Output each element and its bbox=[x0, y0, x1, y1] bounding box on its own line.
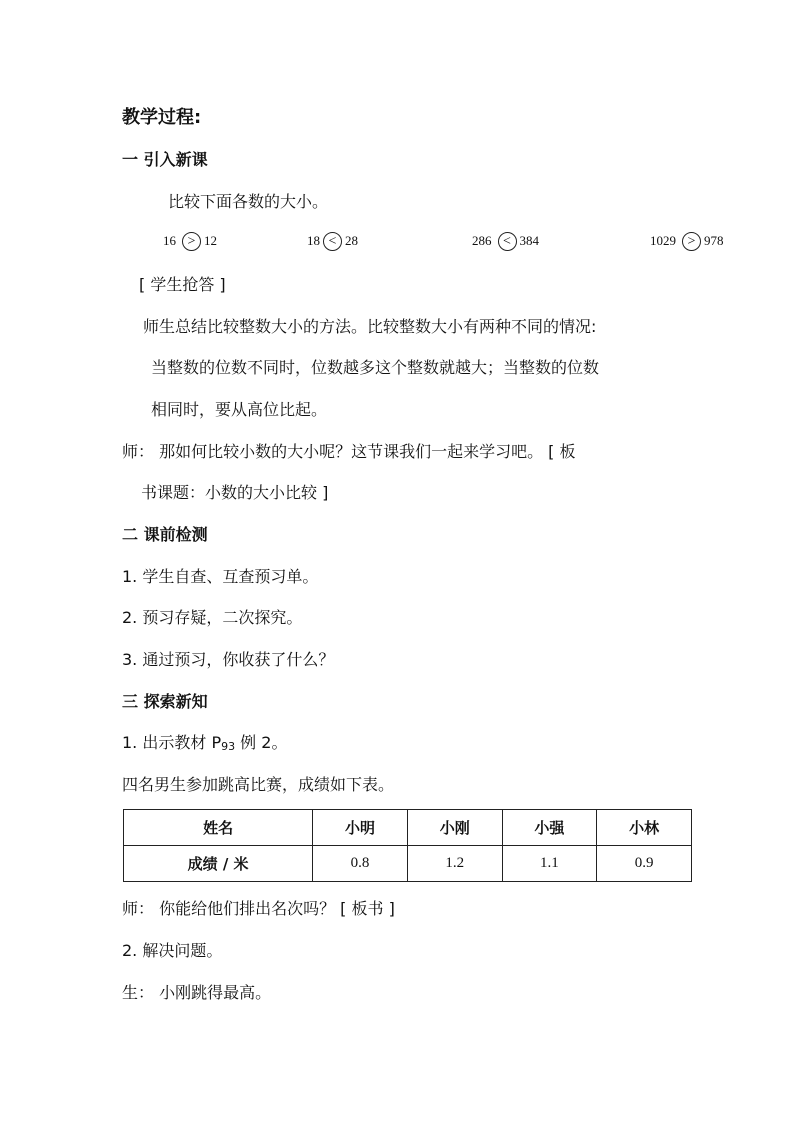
explore-description: 四名男生参加跳高比赛，成绩如下表。 bbox=[122, 775, 395, 794]
table-cell: 0.9 bbox=[597, 846, 692, 882]
summary-line-1: 师生总结比较整数大小的方法。比较整数大小有两种不同的情况: bbox=[143, 317, 597, 336]
comparison-3 bbox=[472, 230, 539, 252]
comparison-left: 16 bbox=[163, 233, 176, 248]
explore-item-1 bbox=[122, 731, 287, 759]
explore-item-2: 2. 解决问题。 bbox=[122, 941, 223, 960]
comparison-left: 286 bbox=[472, 233, 492, 248]
table-header-cell: 小林 bbox=[597, 810, 692, 846]
section-heading-check: 二 课前检测 bbox=[122, 525, 208, 544]
comparison-1 bbox=[163, 230, 217, 252]
table-cell: 1.1 bbox=[502, 846, 597, 882]
list-item: 1. 学生自查、互查预习单。 bbox=[122, 567, 319, 586]
teacher-line-1: 师： 那如何比较小数的大小呢？这节课我们一起来学习吧。 [ 板 bbox=[122, 442, 576, 461]
comparison-sign: < bbox=[498, 232, 517, 251]
section-heading-intro: 一 引入新课 bbox=[122, 150, 208, 169]
table-row bbox=[124, 846, 692, 882]
page-subscript: 93 bbox=[221, 740, 236, 753]
score-table bbox=[123, 809, 692, 882]
comparison-right: 12 bbox=[204, 233, 217, 248]
comparison-2 bbox=[307, 230, 358, 252]
list-item: 2. 预习存疑，二次探究。 bbox=[122, 608, 303, 627]
comparison-right: 384 bbox=[519, 233, 539, 248]
summary-line-2: 当整数的位数不同时，位数越多这个整数就越大；当整数的位数 bbox=[151, 358, 600, 377]
list-item: 3. 通过预习，你收获了什么？ bbox=[122, 650, 335, 669]
comparison-sign: < bbox=[323, 232, 342, 251]
teacher-line-2: 书课题：小数的大小比较 ] bbox=[141, 483, 329, 502]
table-row bbox=[124, 810, 692, 846]
explore-item-1-prefix: 1. 出示教材 P bbox=[122, 733, 222, 752]
table-header-cell: 姓名 bbox=[124, 810, 313, 846]
table-header-cell: 小明 bbox=[313, 810, 408, 846]
table-cell: 0.8 bbox=[313, 846, 408, 882]
comparison-left: 1029 bbox=[650, 233, 676, 248]
summary-line-3: 相同时，要从高位比起。 bbox=[151, 400, 328, 419]
teacher-question: 师： 你能给他们排出名次吗？ [ 板书 ] bbox=[122, 899, 395, 918]
intro-prompt: 比较下面各数的大小。 bbox=[168, 192, 329, 211]
comparison-right: 28 bbox=[345, 233, 358, 248]
section-heading-explore: 三 探索新知 bbox=[122, 692, 208, 711]
explore-item-1-suffix: 例 2。 bbox=[235, 733, 288, 752]
student-answer: 生： 小刚跳得最高。 bbox=[122, 983, 272, 1002]
answer-note: [ 学生抢答 ] bbox=[139, 275, 226, 294]
comparison-left: 18 bbox=[307, 233, 320, 248]
page-title: 教学过程: bbox=[122, 107, 202, 128]
comparison-4 bbox=[650, 230, 724, 252]
comparison-sign: > bbox=[182, 232, 201, 251]
table-row-label: 成绩 / 米 bbox=[124, 846, 313, 882]
table-header-cell: 小强 bbox=[502, 810, 597, 846]
table-cell: 1.2 bbox=[407, 846, 502, 882]
comparison-right: 978 bbox=[704, 233, 724, 248]
table-header-cell: 小刚 bbox=[407, 810, 502, 846]
comparison-sign: > bbox=[682, 232, 701, 251]
